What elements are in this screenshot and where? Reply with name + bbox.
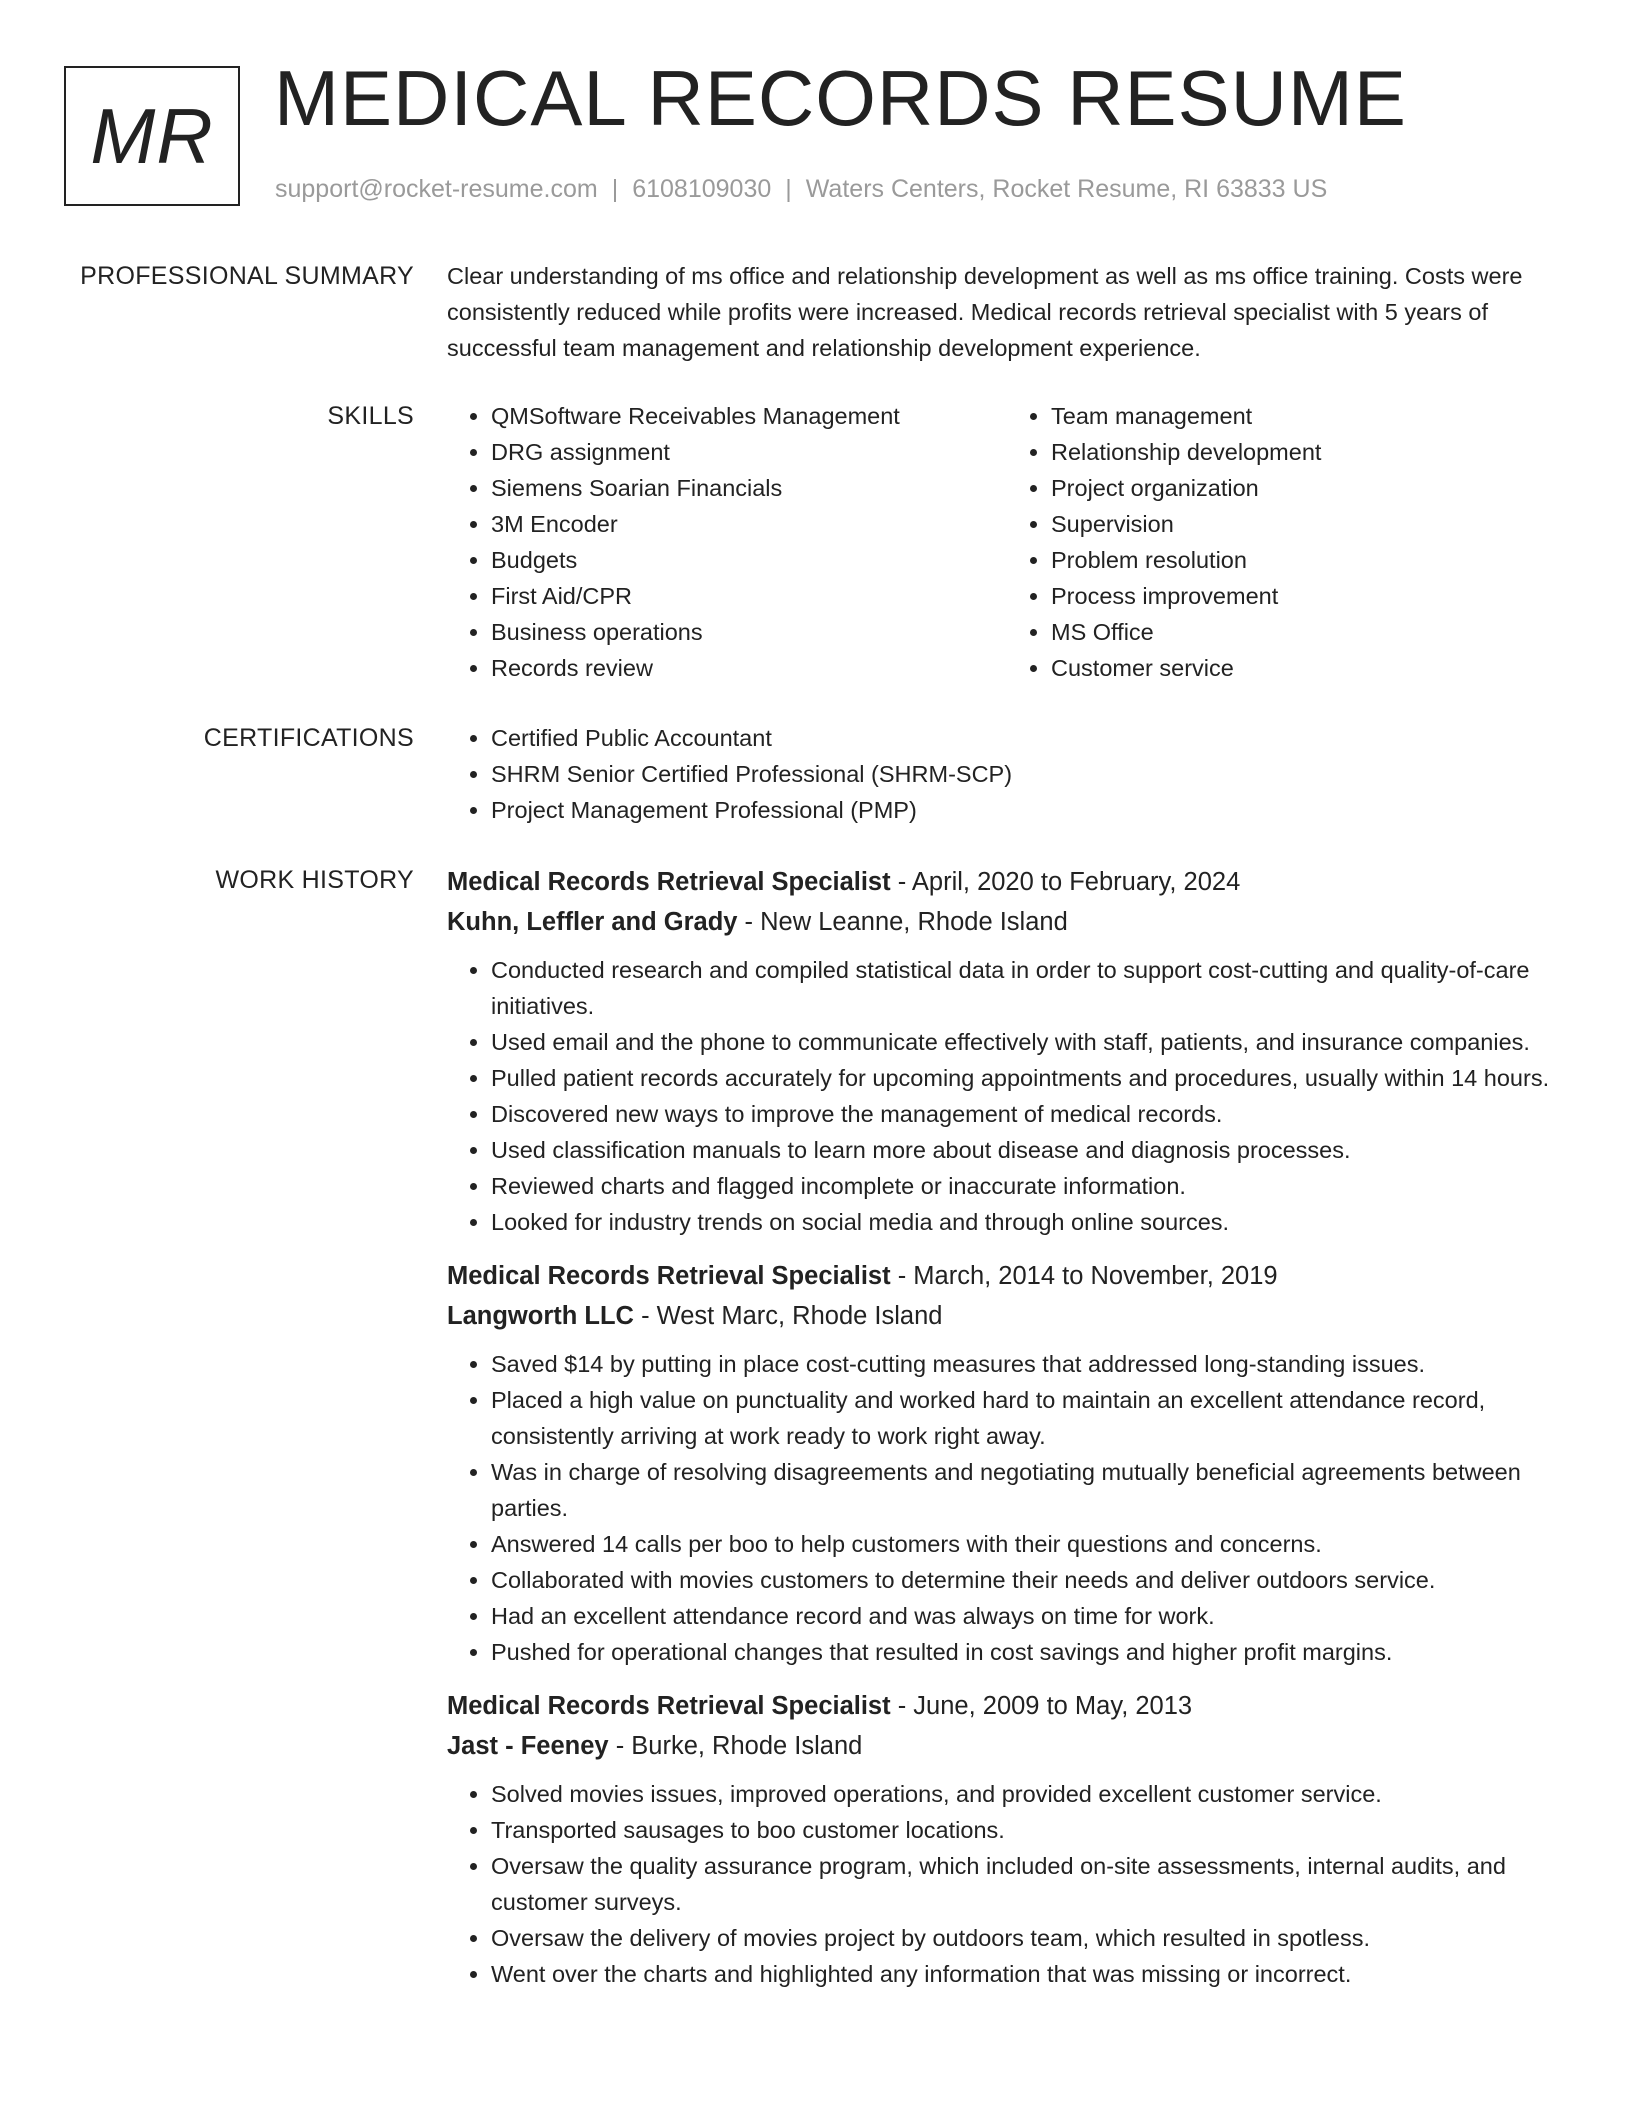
job-company-line <box>447 1296 1567 1336</box>
job-bullet: • Transported sausages to boo customer locations. <box>491 1812 1567 1848</box>
skill-item: • Project organization <box>1051 470 1567 506</box>
job-bullet: • Used email and the phone to communicate effectively with staff, patients, and insurance companies. <box>491 1024 1567 1060</box>
job-location: - New Leanne, Rhode Island <box>744 908 1068 936</box>
job-company-line <box>447 1726 1567 1766</box>
skill-item: • Team management <box>1051 398 1567 434</box>
skill-item: • Business operations <box>491 614 1007 650</box>
job-bullet: • Reviewed charts and flagged incomplete or inaccurate information. <box>491 1168 1567 1204</box>
job-entry <box>447 862 1567 1240</box>
certification-item: • Project Management Professional (PMP) <box>491 792 1567 828</box>
section-title-work-history: WORK HISTORY <box>215 866 414 894</box>
job-title: Medical Records Retrieval Specialist <box>447 868 891 896</box>
skill-item: • Process improvement <box>1051 578 1567 614</box>
job-bullet: • Was in charge of resolving disagreements and negotiating mutually beneficial agreements between parties. <box>491 1454 1567 1526</box>
job-bullet: • Had an excellent attendance record and was always on time for work. <box>491 1598 1567 1634</box>
certification-item: • SHRM Senior Certified Professional (SHRM-SCP) <box>491 756 1567 792</box>
skill-item: • Customer service <box>1051 650 1567 686</box>
job-bullet: • Discovered new ways to improve the management of medical records. <box>491 1096 1567 1132</box>
skill-item: • Relationship development <box>1051 434 1567 470</box>
job-bullet: • Answered 14 calls per boo to help customers with their questions and concerns. <box>491 1526 1567 1562</box>
job-company-line <box>447 902 1567 942</box>
skill-item: • Problem resolution <box>1051 542 1567 578</box>
contact-email[interactable]: support@rocket-resume.com <box>275 175 598 203</box>
job-bullet: • Placed a high value on punctuality and worked hard to maintain an excellent attendance record, consistently arriving at work ready to work right away. <box>491 1382 1567 1454</box>
job-dates: - April, 2020 to February, 2024 <box>897 868 1241 896</box>
contact-separator: | <box>611 175 619 203</box>
job-title-line <box>447 862 1567 902</box>
skill-item: • First Aid/CPR <box>491 578 1007 614</box>
certifications-list <box>447 720 1567 828</box>
resume-title: MEDICAL RECORDS RESUME <box>274 54 1407 142</box>
job-bullet: • Saved $14 by putting in place cost-cutting measures that addressed long-standing issues. <box>491 1346 1567 1382</box>
job-bullet: • Pushed for operational changes that resulted in cost savings and higher profit margins. <box>491 1634 1567 1670</box>
job-company: Jast - Feeney <box>447 1732 609 1760</box>
skill-item: • Records review <box>491 650 1007 686</box>
job-location: - Burke, Rhode Island <box>615 1732 863 1760</box>
job-dates: - March, 2014 to November, 2019 <box>897 1262 1278 1290</box>
job-title-line <box>447 1686 1567 1726</box>
skill-item: • DRG assignment <box>491 434 1007 470</box>
skill-item: • QMSoftware Receivables Management <box>491 398 1007 434</box>
contact-line <box>275 175 1327 204</box>
job-bullets <box>447 1776 1567 1992</box>
job-bullet: • Oversaw the quality assurance program, which included on-site assessments, internal audits, and customer surveys. <box>491 1848 1567 1920</box>
section-title-skills: SKILLS <box>327 402 414 430</box>
job-title: Medical Records Retrieval Specialist <box>447 1262 891 1290</box>
job-bullet: • Oversaw the delivery of movies project by outdoors team, which resulted in spotless. <box>491 1920 1567 1956</box>
job-bullets <box>447 952 1567 1240</box>
certification-item: • Certified Public Accountant <box>491 720 1567 756</box>
job-title-line <box>447 1256 1567 1296</box>
section-title-summary: PROFESSIONAL SUMMARY <box>80 262 414 290</box>
monogram-logo: MR <box>64 66 240 206</box>
skill-item: • Siemens Soarian Financials <box>491 470 1007 506</box>
job-title: Medical Records Retrieval Specialist <box>447 1692 891 1720</box>
job-bullet: • Solved movies issues, improved operations, and provided excellent customer service. <box>491 1776 1567 1812</box>
skill-item: • 3M Encoder <box>491 506 1007 542</box>
job-bullet: • Used classification manuals to learn more about disease and diagnosis processes. <box>491 1132 1567 1168</box>
job-company: Langworth LLC <box>447 1302 634 1330</box>
job-bullet: • Conducted research and compiled statistical data in order to support cost-cutting and quality-of-care initiatives. <box>491 952 1567 1024</box>
job-bullet: • Went over the charts and highlighted any information that was missing or incorrect. <box>491 1956 1567 1992</box>
job-bullets <box>447 1346 1567 1670</box>
summary-text: Clear understanding of ms office and relationship development as well as ms office training. Costs were consistently reduced while profits were increased. Medical records retrieval specialist with 5 years of successful team management and relationship development experience. <box>447 263 1523 361</box>
job-entry <box>447 1686 1567 1992</box>
skills-list-right <box>1007 398 1567 686</box>
skill-item: • Supervision <box>1051 506 1567 542</box>
job-bullet: • Pulled patient records accurately for upcoming appointments and procedures, usually within 14 hours. <box>491 1060 1567 1096</box>
skills-list-left <box>447 398 1007 686</box>
job-bullet: • Looked for industry trends on social media and through online sources. <box>491 1204 1567 1240</box>
job-entry <box>447 1256 1567 1670</box>
skill-item: • Budgets <box>491 542 1007 578</box>
section-title-certifications: CERTIFICATIONS <box>203 724 414 752</box>
contact-separator: | <box>785 175 792 203</box>
job-location: - West Marc, Rhode Island <box>641 1302 943 1330</box>
job-dates: - June, 2009 to May, 2013 <box>897 1692 1193 1720</box>
job-company: Kuhn, Leffler and Grady <box>447 908 738 936</box>
contact-phone[interactable]: 6108109030 <box>632 175 772 203</box>
skill-item: • MS Office <box>1051 614 1567 650</box>
job-bullet: • Collaborated with movies customers to determine their needs and deliver outdoors service. <box>491 1562 1567 1598</box>
contact-address: Waters Centers, Rocket Resume, RI 63833 US <box>805 175 1328 203</box>
